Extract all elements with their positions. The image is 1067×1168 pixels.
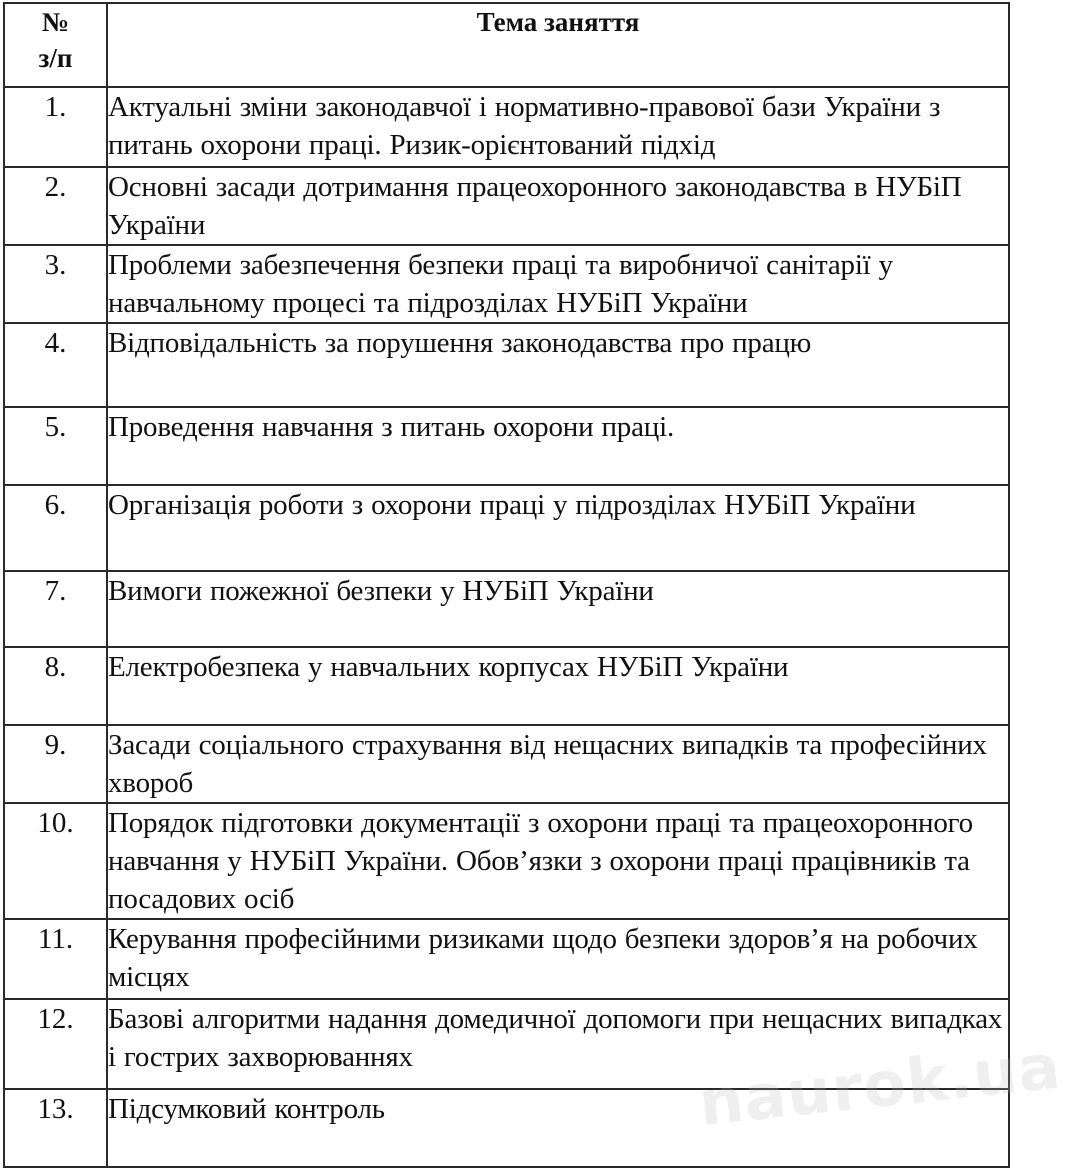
row-topic: Основні засади дотримання працеохоронного законодавства в НУБіП України [107, 167, 1009, 245]
row-topic: Підсумковий контроль [107, 1089, 1009, 1167]
table-row [4, 999, 1009, 1089]
row-topic: Організація роботи з охорони праці у підрозділах НУБіП України [107, 485, 1009, 571]
header-number-sign: № [41, 7, 70, 37]
table-row [4, 571, 1009, 647]
row-topic: Електробезпека у навчальних корпусах НУБіП України [107, 647, 1009, 725]
row-number: 1. [4, 87, 107, 167]
topics-table [3, 2, 1065, 1168]
header-row [4, 3, 1009, 87]
row-number: 6. [4, 485, 107, 571]
row-topic: Базові алгоритми надання домедичної допомоги при нещасних випадках і гострих захворюваннях [107, 999, 1009, 1089]
row-number: 4. [4, 323, 107, 407]
row-topic: Вимоги пожежної безпеки у НУБіП України [107, 571, 1009, 647]
table-row [4, 1089, 1009, 1167]
row-number: 13. [4, 1089, 107, 1167]
row-number: 5. [4, 407, 107, 485]
row-topic: Засади соціального страхування від нещасних випадків та професійних хвороб [107, 725, 1009, 803]
row-topic: Відповідальність за порушення законодавства про працю [107, 323, 1009, 407]
row-number: 2. [4, 167, 107, 245]
table-row [4, 919, 1009, 999]
row-number: 12. [4, 999, 107, 1089]
row-number: 9. [4, 725, 107, 803]
table-row [4, 245, 1009, 323]
row-topic: Актуальні зміни законодавчої і нормативно-правової бази України з питань охорони праці. Ризик-орієнтований підхід [107, 87, 1009, 167]
table-row [4, 647, 1009, 725]
row-topic: Порядок підготовки документації з охорони праці та працеохоронного навчання у НУБіП України. Обов’язки з охорони праці працівників та посадових осіб [107, 803, 1009, 919]
row-number: 10. [4, 803, 107, 919]
row-number: 7. [4, 571, 107, 647]
row-number: 8. [4, 647, 107, 725]
table-row [4, 323, 1009, 407]
table-row [4, 167, 1009, 245]
row-topic: Проведення навчання з питань охорони праці. [107, 407, 1009, 485]
row-topic: Проблеми забезпечення безпеки праці та виробничої санітарії у навчальному процесі та підрозділах НУБіП України [107, 245, 1009, 323]
table-row [4, 803, 1009, 919]
row-number: 11. [4, 919, 107, 999]
table-row [4, 725, 1009, 803]
row-topic: Керування професійними ризиками щодо безпеки здоров’я на робочих місцях [107, 919, 1009, 999]
header-number-abbrev: з/п [38, 43, 73, 73]
table-row [4, 407, 1009, 485]
table-row [4, 87, 1009, 167]
header-topic-cell: Тема заняття [107, 3, 1009, 87]
row-number: 3. [4, 245, 107, 323]
table-row [4, 485, 1009, 571]
watermark-logo: naurok.ua [695, 1029, 1065, 1141]
header-number-cell [4, 3, 107, 87]
